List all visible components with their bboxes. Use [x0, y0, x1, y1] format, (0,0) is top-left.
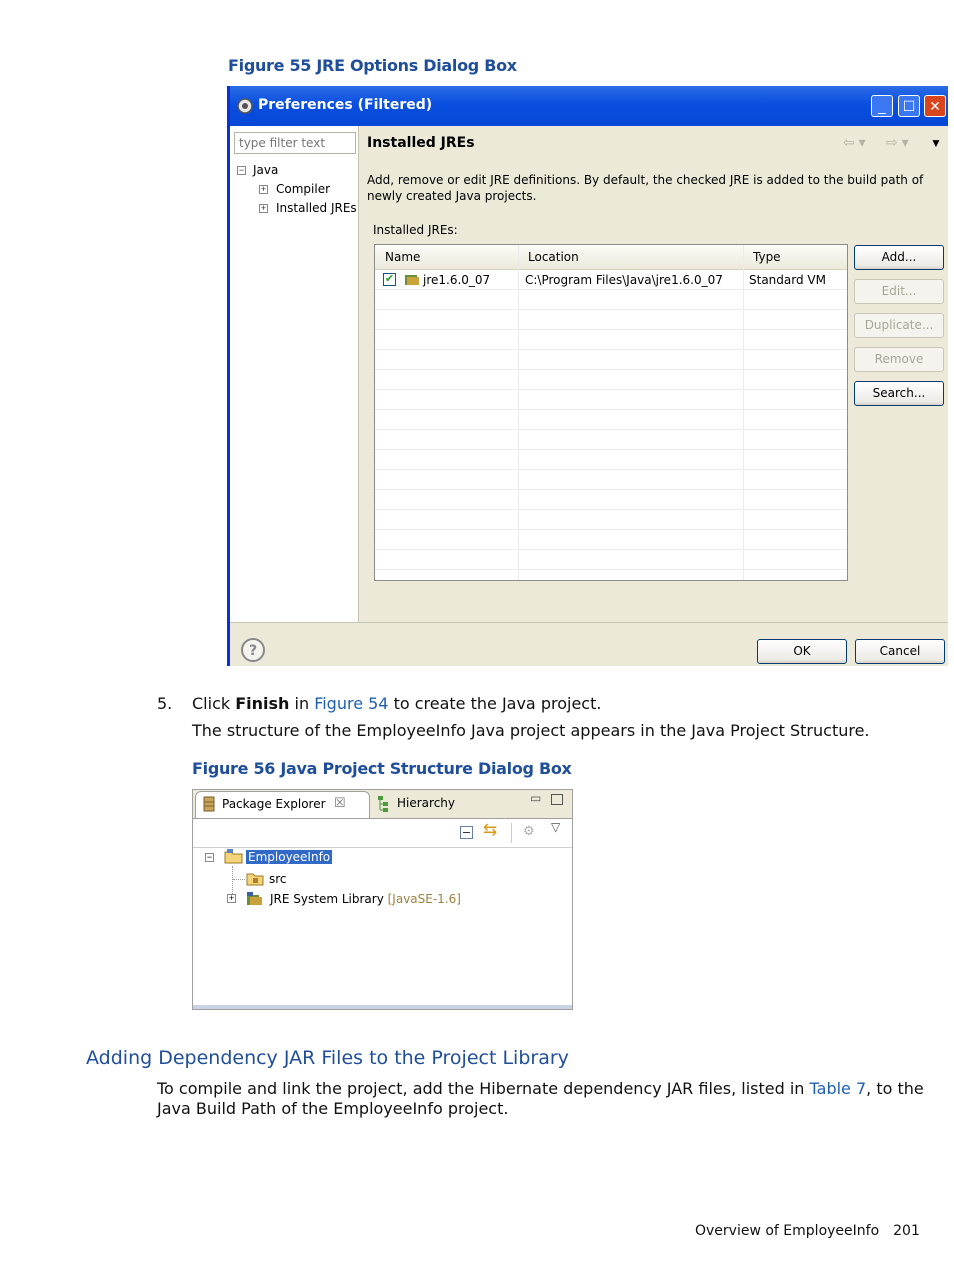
- source-folder-icon: [246, 870, 264, 886]
- package-explorer-icon: [203, 796, 215, 812]
- page-number: 201: [893, 1223, 920, 1239]
- tab-package-explorer[interactable]: [195, 791, 370, 818]
- edit-button[interactable]: Edit...: [854, 279, 944, 304]
- step-5-paragraph: The structure of the EmployeeInfo Java project appears in the Java Project Structure.: [192, 721, 870, 740]
- library-icon: [246, 891, 266, 907]
- maximize-button[interactable]: ☐: [898, 95, 920, 117]
- remove-button[interactable]: Remove: [854, 347, 944, 372]
- tree-item-jre-library[interactable]: JRE System Library [JavaSE-1.6]: [270, 892, 461, 906]
- close-button[interactable]: ✕: [924, 95, 946, 117]
- maximize-view-icon[interactable]: [551, 794, 563, 805]
- table-row[interactable]: [375, 270, 847, 290]
- collapse-all-icon[interactable]: [460, 826, 473, 839]
- help-icon[interactable]: [240, 637, 266, 663]
- collapse-java-icon[interactable]: −: [238, 165, 245, 175]
- column-location[interactable]: Location: [528, 250, 579, 264]
- minimize-button[interactable]: _: [871, 95, 893, 117]
- expand-library-icon[interactable]: +: [228, 893, 235, 903]
- table-7-link[interactable]: Table 7: [809, 1079, 867, 1098]
- gear-icon: [236, 97, 254, 115]
- dialog-title-bar: [230, 86, 948, 126]
- project-employeeinfo[interactable]: EmployeeInfo: [248, 850, 331, 864]
- expand-compiler-icon[interactable]: +: [260, 184, 267, 194]
- view-toolbar: [193, 819, 572, 848]
- jre-checkbox[interactable]: ✔: [384, 273, 395, 285]
- minimize-view-icon[interactable]: ▭: [530, 791, 542, 805]
- tab-hierarchy[interactable]: Hierarchy: [397, 796, 456, 810]
- page-title: Installed JREs: [367, 135, 475, 151]
- figure-54-link[interactable]: Figure 54: [314, 694, 389, 713]
- view-menu-icon[interactable]: ▼: [930, 136, 942, 150]
- jre-library-icon: [404, 273, 424, 287]
- section-text-line-2: Java Build Path of the EmployeeInfo project.: [157, 1099, 509, 1118]
- figure-55-caption: Figure 55 JRE Options Dialog Box: [228, 56, 517, 75]
- expand-installed-icon[interactable]: +: [260, 203, 267, 213]
- hierarchy-icon: [376, 795, 390, 813]
- section-text-line-1: To compile and link the project, add the Hibernate dependency JAR files, listed in Table 7, to the: [157, 1079, 924, 1098]
- link-with-editor-icon[interactable]: ⇆: [483, 820, 498, 839]
- add-button[interactable]: Add...: [854, 245, 944, 270]
- svg-text:?: ?: [248, 643, 258, 659]
- ok-button[interactable]: OK: [757, 639, 847, 664]
- section-heading: Adding Dependency JAR Files to the Project Library: [86, 1047, 569, 1069]
- figure-56-caption: Figure 56 Java Project Structure Dialog Box: [192, 759, 572, 778]
- search-button[interactable]: Search...: [854, 381, 944, 406]
- close-tab-icon[interactable]: ☒: [334, 795, 346, 810]
- package-explorer-view: [192, 789, 573, 1010]
- project-folder-icon: [224, 848, 244, 864]
- collapse-project-icon[interactable]: −: [206, 852, 213, 862]
- column-name[interactable]: Name: [385, 250, 421, 264]
- back-arrow-icon[interactable]: ⇦ ▾: [843, 134, 866, 150]
- dialog-title: Preferences (Filtered): [258, 97, 433, 113]
- forward-arrow-icon[interactable]: ⇨ ▾: [886, 134, 909, 150]
- table-header: [375, 245, 847, 270]
- cancel-button[interactable]: Cancel: [855, 639, 945, 664]
- filter-input[interactable]: [234, 132, 356, 154]
- duplicate-button[interactable]: Duplicate...: [854, 313, 944, 338]
- tree-item-compiler[interactable]: Compiler: [276, 182, 331, 196]
- tab-package-explorer-label: Package Explorer: [222, 797, 326, 811]
- view-menu-icon[interactable]: ▽: [551, 820, 561, 834]
- tree-item-src[interactable]: src: [269, 872, 287, 886]
- jre-type: Standard VM: [749, 273, 826, 287]
- jre-location: C:\Program Files\Java\jre1.6.0_07: [525, 273, 723, 287]
- footer-divider: [230, 622, 948, 623]
- column-type[interactable]: Type: [753, 250, 781, 264]
- preferences-dialog: [227, 86, 948, 666]
- tree-item-java[interactable]: Java: [253, 163, 279, 177]
- jre-name: jre1.6.0_07: [423, 273, 491, 287]
- focus-icon[interactable]: ⚙: [523, 823, 535, 838]
- page-footer: [695, 1223, 920, 1239]
- jre-table[interactable]: [374, 244, 848, 581]
- footer-label: Overview of EmployeeInfo: [695, 1223, 880, 1239]
- step-5-text: Click Finish in Figure 54 to create the Java project.: [192, 694, 602, 713]
- finish-label: Finish: [235, 694, 290, 713]
- installed-jres-label: Installed JREs:: [373, 223, 458, 237]
- step-number: 5.: [157, 694, 173, 713]
- tree-item-installed-jres[interactable]: Installed JREs: [276, 201, 357, 215]
- page-description: Add, remove or edit JRE definitions. By default, the checked JRE is added to the build path of newly created Java projects.: [367, 173, 924, 203]
